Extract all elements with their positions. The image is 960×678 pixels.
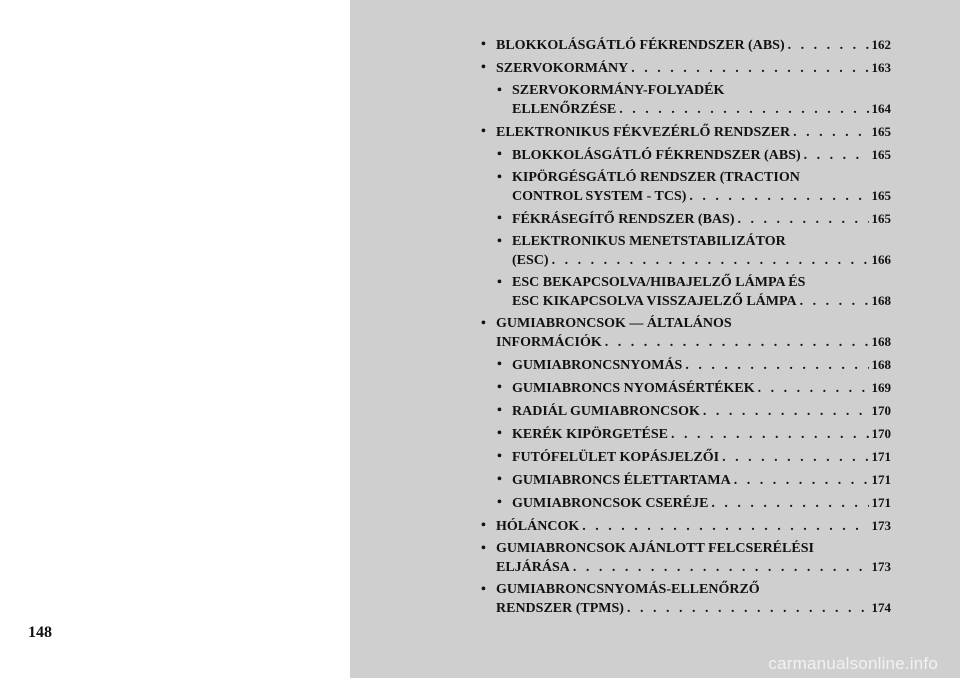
toc-entry-title-line: GUMIABRONCSOK — ÁLTALÁNOS xyxy=(496,316,732,331)
bullet-icon: • xyxy=(497,357,502,372)
dot-leader xyxy=(685,357,868,375)
toc-entry-title-line: GUMIABRONCSOK AJÁNLOTT FELCSERÉLÉSI xyxy=(496,541,814,556)
toc-entry-title: KERÉK KIPÖRGETÉSE xyxy=(512,427,668,442)
toc-entry xyxy=(481,425,891,444)
toc-entry xyxy=(481,402,891,421)
toc-entry-title: INFORMÁCIÓK xyxy=(496,335,602,350)
dot-leader xyxy=(582,518,868,536)
toc-entry-title: RADIÁL GUMIABRONCSOK xyxy=(512,404,700,419)
toc-entry-page: 173 xyxy=(871,518,891,533)
toc-entry-page: 173 xyxy=(871,559,891,574)
page-number: 148 xyxy=(28,624,52,641)
toc-entry-title: HÓLÁNCOK xyxy=(496,519,580,534)
toc-entry-title: CONTROL SYSTEM - TCS) xyxy=(512,189,687,204)
bullet-icon: • xyxy=(481,37,486,52)
toc-entry xyxy=(481,448,891,467)
bullet-icon: • xyxy=(481,316,486,331)
toc-entry xyxy=(481,82,891,119)
toc-entry-page: 168 xyxy=(871,293,891,308)
toc-entry-page: 174 xyxy=(871,600,891,615)
toc-entry-title-line: SZERVOKORMÁNY-FOLYADÉK xyxy=(512,83,725,98)
toc-entry-page: 162 xyxy=(871,37,891,52)
bullet-icon: • xyxy=(497,211,502,226)
toc-entry-title: RENDSZER (TPMS) xyxy=(496,601,624,616)
toc-entry-title: ELJÁRÁSA xyxy=(496,560,570,575)
toc-entry xyxy=(481,517,891,536)
toc-entry-page: 163 xyxy=(871,60,891,75)
toc-entry xyxy=(481,581,891,618)
bullet-icon: • xyxy=(497,275,502,290)
toc-entry-title: ELLENŐRZÉSE xyxy=(512,102,617,117)
dot-leader xyxy=(711,495,868,513)
bullet-icon: • xyxy=(497,83,502,98)
dot-leader xyxy=(689,188,868,206)
bullet-icon: • xyxy=(481,124,486,139)
toc-entry-page: 166 xyxy=(871,252,891,267)
toc-entry-title: (ESC) xyxy=(512,253,549,268)
toc-entry-page: 165 xyxy=(871,188,891,203)
toc-entry xyxy=(481,274,891,311)
toc-entry-title: GUMIABRONCSNYOMÁS xyxy=(512,358,683,373)
toc-entry xyxy=(481,59,891,78)
bullet-icon: • xyxy=(497,472,502,487)
toc-entry-page: 169 xyxy=(871,380,891,395)
toc-entry-title: ESC KIKAPCSOLVA VISSZAJELZŐ LÁMPA xyxy=(512,294,797,309)
toc-entry-title: FUTÓFELÜLET KOPÁSJELZŐI xyxy=(512,450,720,465)
bullet-icon: • xyxy=(497,495,502,510)
toc-entry xyxy=(481,123,891,142)
toc-entry-page: 171 xyxy=(871,472,891,487)
toc-entry-page: 165 xyxy=(871,124,891,139)
dot-leader xyxy=(793,124,868,142)
toc-entry-title: BLOKKOLÁSGÁTLÓ FÉKRENDSZER (ABS) xyxy=(496,38,785,53)
toc-entry-title-line: ESC BEKAPCSOLVA/HIBAJELZŐ LÁMPA ÉS xyxy=(512,275,806,290)
toc-entry xyxy=(481,210,891,229)
toc-entry-page: 171 xyxy=(871,449,891,464)
dot-leader xyxy=(788,37,869,55)
dot-leader xyxy=(671,426,869,444)
bullet-icon: • xyxy=(497,234,502,249)
toc-entry xyxy=(481,146,891,165)
bullet-icon: • xyxy=(481,518,486,533)
toc-entry-page: 165 xyxy=(871,147,891,162)
dot-leader xyxy=(573,559,869,577)
bullet-icon: • xyxy=(497,380,502,395)
toc-entry-title: GUMIABRONCS NYOMÁSÉRTÉKEK xyxy=(512,381,755,396)
dot-leader xyxy=(734,472,869,490)
bullet-icon: • xyxy=(497,147,502,162)
bullet-icon: • xyxy=(497,426,502,441)
toc-entry-page: 171 xyxy=(871,495,891,510)
toc-entry-page: 168 xyxy=(871,334,891,349)
left-page xyxy=(0,0,350,678)
dot-leader xyxy=(631,60,868,78)
toc-entry xyxy=(481,471,891,490)
toc-entry-title: SZERVOKORMÁNY xyxy=(496,61,629,76)
toc-entry-title: GUMIABRONCS ÉLETTARTAMA xyxy=(512,473,731,488)
toc-entry xyxy=(481,494,891,513)
watermark-text: carmanualsonline.info xyxy=(768,654,938,673)
toc-entry xyxy=(481,233,891,270)
bullet-icon: • xyxy=(497,403,502,418)
toc-entry xyxy=(481,315,891,352)
toc-entry-title-line: ELEKTRONIKUS MENETSTABILIZÁTOR xyxy=(512,234,786,249)
bullet-icon: • xyxy=(481,541,486,556)
dot-leader xyxy=(804,147,869,165)
toc-entry-title-line: GUMIABRONCSNYOMÁS-ELLENŐRZŐ xyxy=(496,582,760,597)
dot-leader xyxy=(703,403,869,421)
dot-leader xyxy=(738,211,869,229)
toc-entry xyxy=(481,36,891,55)
toc-entry-title-line: KIPÖRGÉSGÁTLÓ RENDSZER (TRACTION xyxy=(512,170,800,185)
toc-entry-title: BLOKKOLÁSGÁTLÓ FÉKRENDSZER (ABS) xyxy=(512,148,801,163)
bullet-icon: • xyxy=(481,60,486,75)
bullet-icon: • xyxy=(497,170,502,185)
bullet-icon: • xyxy=(481,582,486,597)
dot-leader xyxy=(552,252,869,270)
toc-entry-title: ELEKTRONIKUS FÉKVEZÉRLŐ RENDSZER xyxy=(496,125,791,140)
dot-leader xyxy=(722,449,868,467)
right-page xyxy=(350,0,960,678)
toc-entry-page: 165 xyxy=(871,211,891,226)
dot-leader xyxy=(627,600,869,618)
toc-entry xyxy=(481,169,891,206)
toc-entry-title: GUMIABRONCSOK CSERÉJE xyxy=(512,496,709,511)
dot-leader xyxy=(758,380,869,398)
toc-entry-page: 164 xyxy=(871,101,891,116)
toc-entry xyxy=(481,540,891,577)
dot-leader xyxy=(800,293,869,311)
toc-entry-title: FÉKRÁSEGÍTŐ RENDSZER (BAS) xyxy=(512,212,735,227)
toc-entry-page: 170 xyxy=(871,426,891,441)
toc-entry-page: 170 xyxy=(871,403,891,418)
toc-entry xyxy=(481,356,891,375)
toc-entry xyxy=(481,379,891,398)
dot-leader xyxy=(605,334,869,352)
bullet-icon: • xyxy=(497,449,502,464)
table-of-contents xyxy=(481,36,891,622)
toc-entry-page: 168 xyxy=(871,357,891,372)
dot-leader xyxy=(619,101,868,119)
